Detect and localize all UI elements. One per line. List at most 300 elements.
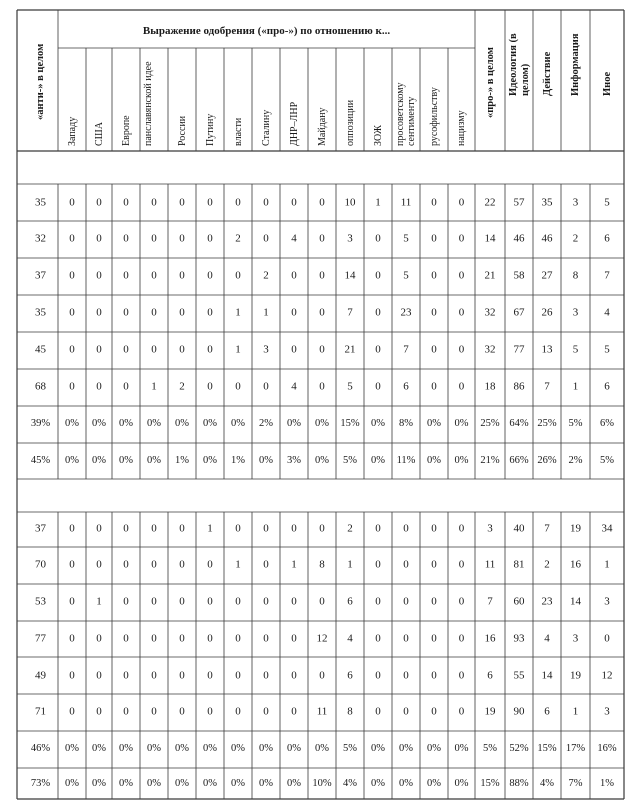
table-cell: 0: [207, 632, 213, 645]
table-cell: 32: [484, 306, 496, 319]
table-cell: 4: [544, 632, 550, 645]
table-cell: 7: [347, 306, 353, 319]
table-cell: 40: [513, 522, 525, 535]
table-cell: 0: [151, 558, 157, 571]
table-cell: 0: [96, 232, 102, 245]
table-cell: 0: [291, 632, 297, 645]
table-cell: 0: [96, 632, 102, 645]
table-cell: 0: [69, 705, 75, 718]
table-cell: 0: [235, 269, 241, 282]
table-cell: 5%: [343, 742, 357, 754]
table-cell: 19: [570, 669, 581, 682]
table-cell: 45%: [30, 454, 51, 466]
table-cell: 10%: [312, 777, 332, 789]
table-cell: 0: [123, 380, 129, 393]
header-13: просоветскому сентименту: [395, 82, 417, 146]
table-cell: 0%: [92, 742, 106, 754]
table-cell: 0: [431, 232, 437, 245]
table-cell: 0%: [287, 742, 301, 754]
table-cell: 2: [235, 232, 241, 245]
table-cell: 0: [403, 705, 409, 718]
table-cell: 2: [544, 558, 550, 571]
table-cell: 7: [544, 380, 550, 393]
table-cell: 1: [235, 558, 241, 571]
table-cell: 22: [484, 196, 496, 209]
table-cell: 35: [35, 196, 46, 209]
table-cell: 13: [541, 343, 553, 356]
table-cell: 11%: [396, 454, 416, 466]
table-cell: 1: [151, 380, 157, 393]
table-cell: 1%: [175, 454, 189, 466]
table-cell: 0: [96, 269, 102, 282]
table-cell: 0%: [259, 777, 273, 789]
table-cell: 3%: [287, 454, 301, 466]
table-cell: 7: [403, 343, 409, 356]
table-cell: 4: [291, 380, 297, 393]
table-cell: 0: [431, 595, 437, 608]
table-cell: 0%: [65, 742, 79, 754]
table-cell: 0%: [259, 454, 273, 466]
table-cell: 0: [458, 343, 465, 356]
table-cell: 0: [375, 306, 381, 319]
table-cell: 0: [151, 343, 157, 356]
table-cell: 2%: [568, 454, 583, 466]
table-cell: 3: [604, 705, 610, 718]
table-cell: 0: [319, 232, 325, 245]
table-cell: 0: [179, 196, 185, 209]
table-cell: 0: [263, 196, 269, 209]
table-cell: 0: [207, 269, 213, 282]
table-cell: 0%: [203, 417, 217, 429]
table-cell: 0: [96, 522, 102, 535]
table-cell: 7: [544, 522, 550, 535]
table-cell: 5: [403, 269, 409, 282]
table-cell: 1: [235, 306, 241, 319]
table-cell: 0%: [175, 777, 189, 789]
header-6: Путину: [204, 113, 216, 146]
table-cell: 0%: [315, 742, 329, 754]
table-cell: 3: [572, 306, 579, 319]
table-cell: 26%: [537, 454, 557, 466]
table-cell: 0%: [287, 777, 301, 789]
table-cell: 49: [35, 669, 46, 682]
table-cell: 46: [513, 232, 525, 245]
table-cell: 52%: [509, 742, 529, 754]
table-cell: 0: [151, 522, 157, 535]
table-cell: 67: [513, 306, 525, 319]
table-cell: 6: [347, 669, 353, 682]
table-cell: 0: [96, 558, 102, 571]
table-cell: 39%: [30, 417, 51, 429]
table-cell: 0: [431, 558, 437, 571]
header-anti: «анти-» в целом: [35, 43, 46, 120]
table-cell: 18: [484, 380, 496, 393]
table-cell: 0: [179, 705, 185, 718]
table-cell: 4: [604, 306, 610, 319]
table-cell: 3: [604, 595, 610, 608]
table-cell: 0%: [399, 742, 413, 754]
table-cell: 0%: [454, 454, 469, 466]
table-cell: 8%: [399, 417, 413, 429]
table-cell: 0: [207, 558, 213, 571]
table-cell: 2: [572, 232, 579, 245]
table-cell: 1%: [600, 777, 614, 789]
table-cell: 0%: [147, 742, 161, 754]
table-cell: 0: [319, 269, 325, 282]
table-cell: 14: [484, 232, 496, 245]
table-cell: 14: [541, 669, 553, 682]
table-cell: 14: [344, 269, 356, 282]
table-cell: 5: [604, 196, 610, 209]
header-9: ДНР–ЛНР: [288, 101, 300, 146]
table-cell: 0: [458, 196, 465, 209]
table-cell: 66%: [509, 454, 529, 466]
table-cell: 21%: [480, 454, 500, 466]
table-cell: 6: [544, 705, 550, 718]
table-cell: 0: [151, 269, 157, 282]
table-cell: 0: [96, 343, 102, 356]
header-7: власти: [232, 117, 244, 146]
table-cell: 1: [347, 558, 353, 571]
header-15: нацизму: [456, 110, 467, 146]
table-cell: 86: [513, 380, 525, 393]
table-cell: 0: [431, 269, 437, 282]
table-cell: 0: [458, 306, 465, 319]
table-cell: 0: [96, 196, 102, 209]
table-cell: 0: [375, 522, 381, 535]
table-cell: 15%: [480, 777, 500, 789]
table-cell: 23: [541, 595, 553, 608]
table-cell: 71: [35, 705, 46, 718]
table-cell: 35: [35, 306, 46, 319]
table-cell: 90: [513, 705, 525, 718]
table-cell: 60: [513, 595, 525, 608]
table-cell: 0%: [427, 777, 441, 789]
table-cell: 0%: [203, 777, 217, 789]
table-cell: 0%: [427, 454, 441, 466]
table-cell: 1: [572, 380, 579, 393]
table-cell: 0: [458, 632, 465, 645]
table-cell: 2%: [259, 417, 273, 429]
table-cell: 12: [601, 669, 613, 682]
table-cell: 0: [431, 669, 437, 682]
table-cell: 8: [572, 269, 579, 282]
table-cell: 0: [179, 632, 185, 645]
table-cell: 0: [458, 595, 465, 608]
table-cell: 0%: [92, 454, 106, 466]
table-cell: 32: [35, 232, 46, 245]
table-cell: 0: [123, 196, 129, 209]
table-cell: 37: [35, 522, 46, 535]
table-cell: 0: [179, 306, 185, 319]
table-cell: 0%: [203, 454, 217, 466]
table-cell: 0: [291, 269, 297, 282]
table-cell: 0%: [147, 454, 161, 466]
table-cell: 0: [291, 705, 297, 718]
table-cell: 5%: [600, 454, 614, 466]
table-cell: 0: [431, 522, 437, 535]
table-cell: 0: [69, 232, 75, 245]
table-cell: 6%: [600, 417, 614, 429]
table-cell: 0: [151, 595, 157, 608]
table-cell: 1: [375, 196, 381, 209]
table-cell: 0: [69, 380, 75, 393]
table-cell: 81: [513, 558, 525, 571]
table-cell: 0%: [371, 742, 385, 754]
table-cell: 0: [375, 232, 381, 245]
table-cell: 25%: [537, 417, 557, 429]
header-10: Майдану: [316, 107, 328, 146]
table-cell: 3: [487, 522, 493, 535]
table-cell: 0: [69, 632, 75, 645]
table-cell: 16: [484, 632, 496, 645]
table-cell: 19: [570, 522, 581, 535]
table-cell: 5: [604, 343, 610, 356]
table-cell: 23: [400, 306, 412, 319]
header-right-2: Идеология (в целом): [508, 33, 531, 96]
table-cell: 0%: [231, 742, 245, 754]
table-cell: 0: [123, 343, 129, 356]
table-cell: 4: [347, 632, 353, 645]
table-cell: 5: [572, 343, 579, 356]
table-cell: 0: [319, 595, 325, 608]
table-cell: 1: [572, 705, 579, 718]
header-8: Сталину: [260, 109, 272, 146]
table-cell: 0: [263, 595, 269, 608]
table-cell: 17%: [565, 742, 586, 754]
table-cell: 0%: [175, 417, 189, 429]
table-cell: 0: [375, 705, 381, 718]
table-cell: 0%: [454, 777, 469, 789]
table-cell: 0: [375, 632, 381, 645]
table-cell: 7: [487, 595, 493, 608]
table-cell: 0: [431, 380, 437, 393]
table-cell: 2: [263, 269, 269, 282]
table-cell: 0: [458, 522, 465, 535]
table-cell: 0%: [287, 417, 301, 429]
table-cell: 0: [403, 558, 409, 571]
table-cell: 0%: [454, 742, 469, 754]
table-cell: 0: [263, 705, 269, 718]
table-cell: 21: [484, 269, 496, 282]
table-cell: 5%: [568, 417, 583, 429]
table-cell: 34: [601, 522, 613, 535]
table-cell: 0%: [427, 742, 441, 754]
table-cell: 0%: [92, 417, 106, 429]
table-cell: 0: [123, 306, 129, 319]
table-cell: 4%: [343, 777, 357, 789]
header-2: США: [93, 122, 105, 146]
table-cell: 0: [179, 558, 185, 571]
table-cell: 88%: [509, 777, 529, 789]
table-cell: 0: [431, 196, 437, 209]
table-cell: 0%: [427, 417, 441, 429]
table-cell: 1: [96, 595, 102, 608]
table-cell: 0: [96, 380, 102, 393]
table-cell: 0: [96, 705, 102, 718]
table-cell: 0: [319, 196, 325, 209]
table-cell: 0: [69, 595, 75, 608]
table-cell: 0: [319, 380, 325, 393]
table-cell: 0: [179, 522, 185, 535]
table-cell: 0: [179, 669, 185, 682]
header-4: панславянской идее: [143, 61, 154, 146]
table-cell: 0: [123, 595, 129, 608]
table-cell: 0: [263, 380, 269, 393]
table-cell: 0: [151, 306, 157, 319]
table-cell: 0%: [65, 417, 79, 429]
table-cell: 0: [263, 558, 269, 571]
header-right-1: «про-» в целом: [484, 47, 496, 118]
table-cell: 0: [69, 669, 75, 682]
table-cell: 0: [235, 522, 241, 535]
table-cell: 0%: [119, 742, 133, 754]
table-cell: 0: [291, 343, 297, 356]
table-cell: 0%: [454, 417, 469, 429]
table-cell: 11: [484, 558, 496, 571]
table-cell: 55: [513, 669, 525, 682]
table-cell: 0: [207, 232, 213, 245]
table-cell: 0: [207, 595, 213, 608]
table-cell: 0: [123, 269, 129, 282]
table-cell: 0: [375, 558, 381, 571]
table-cell: 45: [35, 343, 46, 356]
table-cell: 35: [541, 196, 553, 209]
table-cell: 1%: [231, 454, 245, 466]
table-cell: 0: [69, 343, 75, 356]
header-right-4: Информация: [570, 33, 581, 96]
table-cell: 0: [123, 632, 129, 645]
header-right-5: Иное: [601, 71, 613, 96]
group-title: Выражение одобрения («про-») по отношению к...: [142, 25, 391, 37]
table-cell: 0: [151, 669, 157, 682]
table-cell: 0: [123, 705, 129, 718]
table-cell: 3: [263, 343, 269, 356]
table-cell: 0: [179, 343, 185, 356]
table-cell: 0: [151, 632, 157, 645]
table-cell: 11: [400, 196, 412, 209]
table-cell: 0: [179, 595, 185, 608]
table-cell: 0: [69, 558, 75, 571]
table-cell: 0: [403, 632, 409, 645]
table-cell: 0%: [65, 777, 79, 789]
table-cell: 15%: [537, 742, 557, 754]
table-cell: 58: [513, 269, 525, 282]
header-1: Западу: [66, 116, 78, 146]
table-cell: 0%: [147, 777, 161, 789]
header-12: ЗОЖ: [372, 125, 384, 146]
table-cell: 77: [35, 632, 46, 645]
table-cell: 0%: [371, 417, 385, 429]
table-cell: 0: [123, 522, 129, 535]
table-cell: 1: [207, 522, 213, 535]
table-cell: 0: [458, 558, 465, 571]
table-cell: 0: [458, 269, 465, 282]
table-cell: 0: [207, 669, 213, 682]
table-cell: 2: [347, 522, 353, 535]
table-cell: 0: [69, 306, 75, 319]
table-cell: 15%: [340, 417, 360, 429]
table-cell: 0: [458, 669, 465, 682]
table-cell: 12: [316, 632, 328, 645]
table-cell: 0: [431, 632, 437, 645]
table-cell: 68: [35, 380, 46, 393]
table-cell: 27: [541, 269, 553, 282]
table-cell: 0: [431, 306, 437, 319]
table-cell: 0: [151, 232, 157, 245]
table-cell: 0: [207, 705, 213, 718]
table-cell: 0: [151, 705, 157, 718]
table-cell: 2: [179, 380, 185, 393]
table-cell: 6: [487, 669, 493, 682]
table-cell: 0: [123, 232, 129, 245]
table-cell: 0: [235, 380, 241, 393]
table-cell: 7: [604, 269, 610, 282]
table-cell: 6: [604, 232, 610, 245]
table-cell: 26: [541, 306, 553, 319]
header-14: русофильству: [428, 87, 440, 146]
table-cell: 1: [263, 306, 269, 319]
table-cell: 0%: [203, 742, 217, 754]
table-cell: 0%: [147, 417, 161, 429]
table-cell: 0%: [399, 777, 413, 789]
table-cell: 0: [403, 669, 409, 682]
table-cell: 0: [207, 306, 213, 319]
table-cell: 0%: [315, 417, 329, 429]
table-cell: 0%: [119, 417, 133, 429]
table-cell: 0: [431, 705, 437, 718]
table-cell: 0: [403, 522, 409, 535]
table-cell: 8: [347, 705, 353, 718]
table-cell: 0: [207, 196, 213, 209]
table-cell: 0: [207, 380, 213, 393]
table-cell: 32: [484, 343, 496, 356]
table-cell: 46%: [30, 742, 51, 754]
table-cell: 0%: [231, 417, 245, 429]
table-cell: 21: [344, 343, 356, 356]
table-cell: 0: [291, 669, 297, 682]
table-cell: 0%: [259, 742, 273, 754]
table-cell: 70: [35, 558, 46, 571]
table-cell: 3: [572, 196, 579, 209]
table-cell: 0: [235, 196, 241, 209]
table-cell: 5: [347, 380, 353, 393]
table-cell: 16%: [597, 742, 617, 754]
table-cell: 0: [319, 669, 325, 682]
table-cell: 25%: [480, 417, 500, 429]
table-cell: 0: [375, 269, 381, 282]
table-cell: 0: [263, 669, 269, 682]
table-cell: 16: [570, 558, 581, 571]
table-cell: 0: [291, 522, 297, 535]
table-cell: 0: [458, 232, 465, 245]
table-cell: 73%: [30, 777, 51, 789]
table-cell: 0: [96, 306, 102, 319]
table-cell: 7%: [568, 777, 583, 789]
table-cell: 0: [458, 380, 465, 393]
table-cell: 93: [513, 632, 525, 645]
table-cell: 0%: [119, 777, 133, 789]
table-cell: 0: [179, 232, 185, 245]
header-3: Европе: [120, 115, 132, 146]
table-cell: 6: [347, 595, 353, 608]
table-cell: 3: [572, 632, 579, 645]
table-cell: 0: [235, 632, 241, 645]
header-5: России: [176, 115, 188, 146]
table-cell: 0: [431, 343, 437, 356]
table-cell: 0%: [119, 454, 133, 466]
table-cell: 5%: [343, 454, 357, 466]
